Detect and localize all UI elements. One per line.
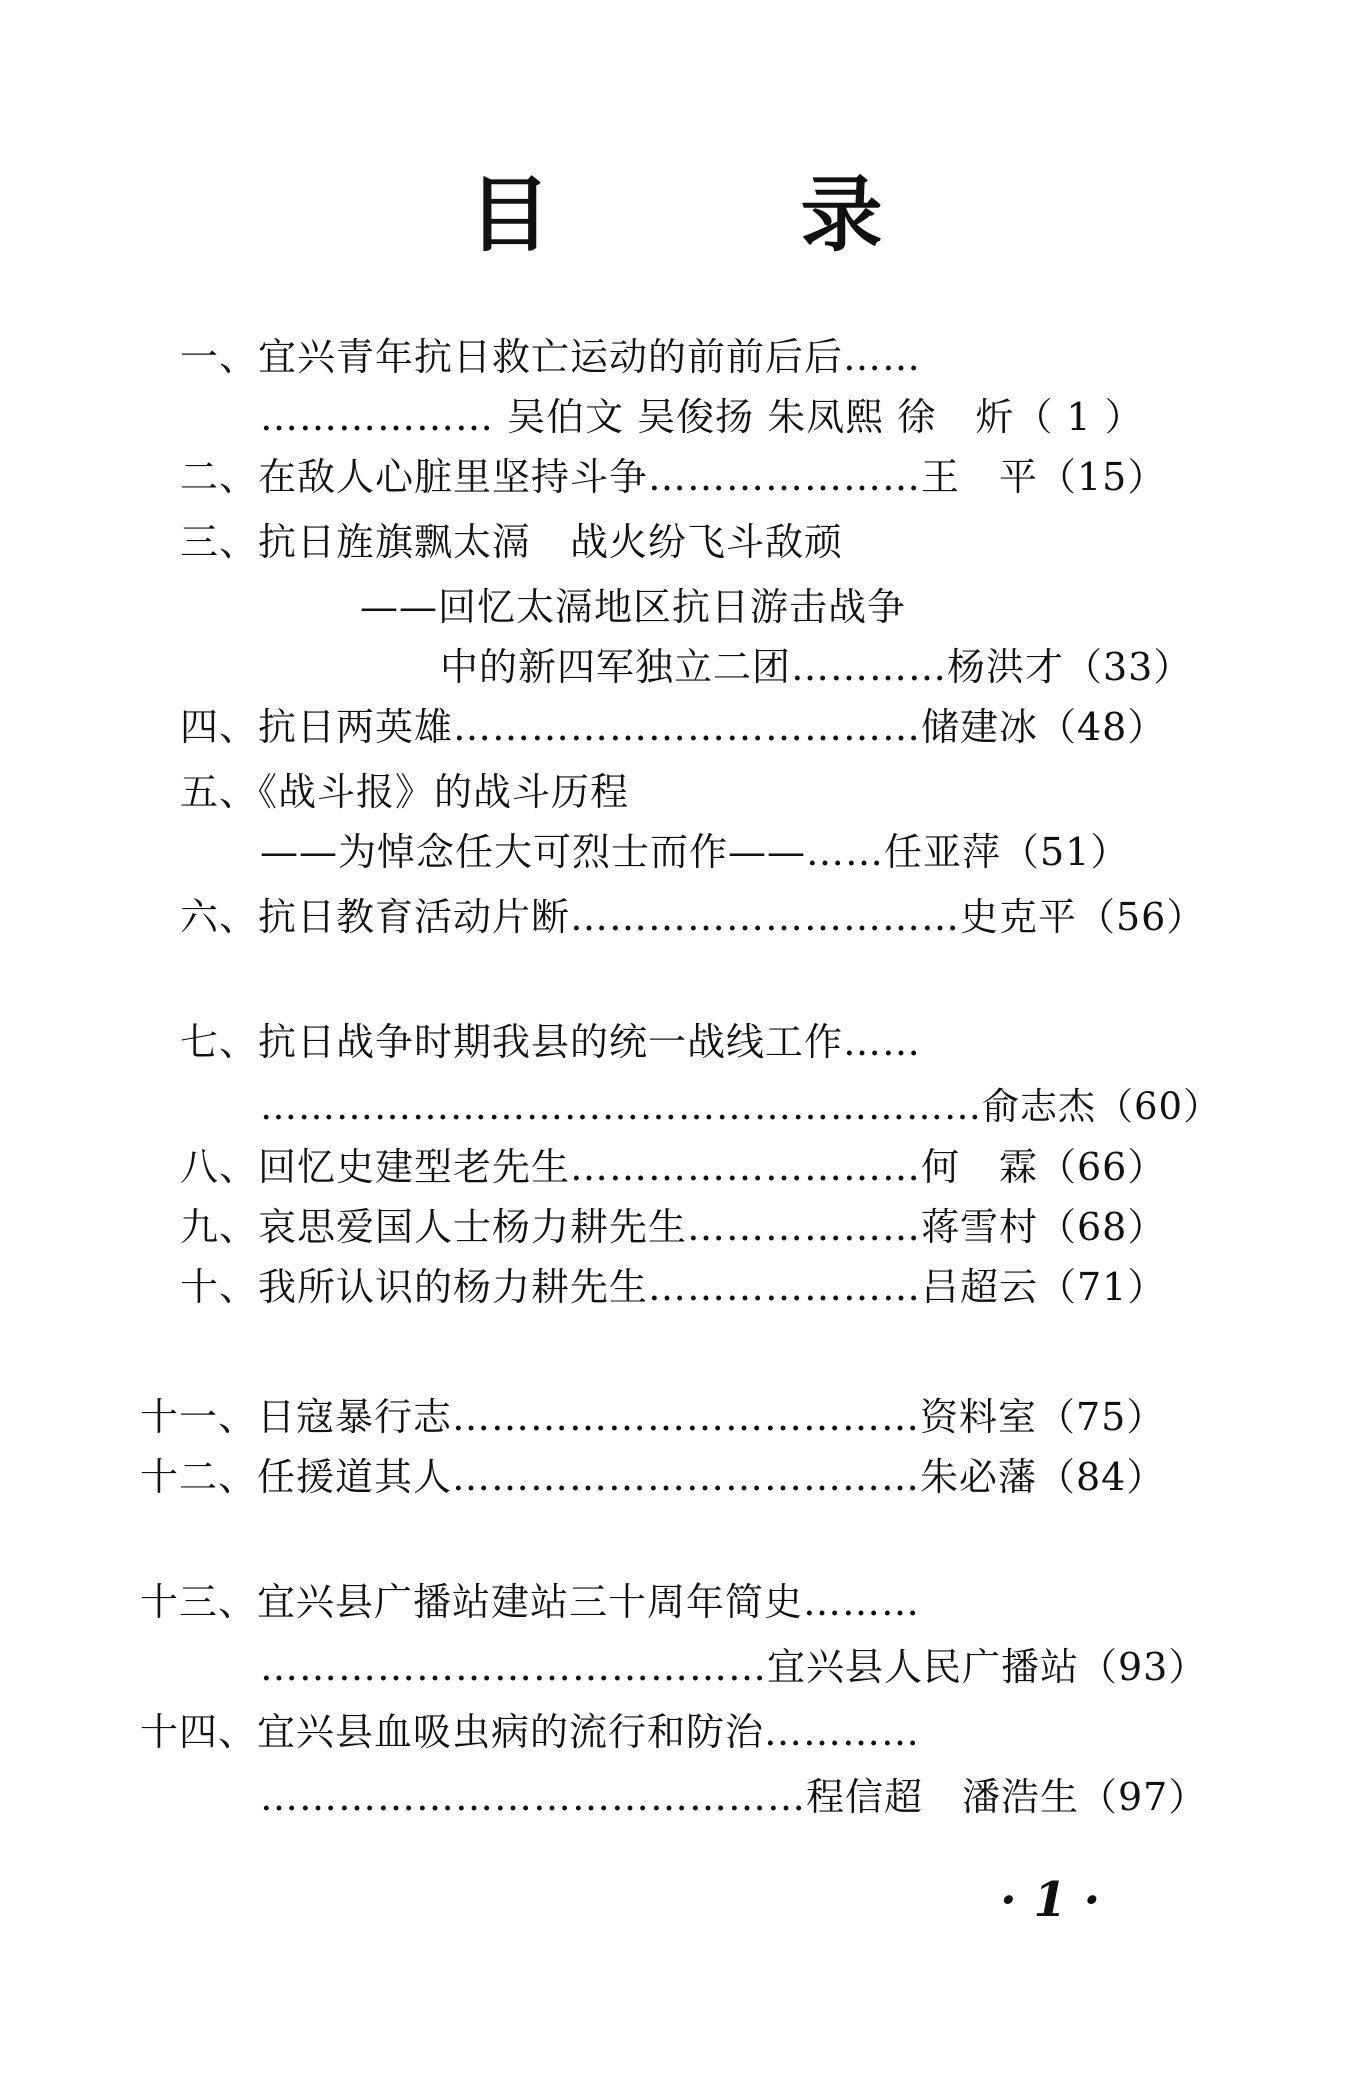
title-char-2: 录 xyxy=(800,167,883,263)
toc-entry-2: 二、在敌人心脏里坚持斗争…………………王 平（15） xyxy=(180,455,1167,499)
toc-entry-9: 九、哀思爱国人士杨力耕先生………………蒋雪村（68） xyxy=(180,1205,1167,1249)
toc-entry-1-authors: ……………… 吴伯文 吴俊扬 朱凤熙 徐 炘（ 1 ） xyxy=(260,395,1144,439)
page-title xyxy=(0,150,1351,267)
toc-entry-3-subtitle-2: 中的新四军独立二团…………杨洪才（33） xyxy=(440,645,1193,689)
toc-entry-1-title: 一、宜兴青年抗日救亡运动的前前后后…… xyxy=(180,335,922,379)
page-number: · 1 · xyxy=(1000,1872,1101,1928)
toc-entry-8: 八、回忆史建型老先生………………………何 霖（66） xyxy=(180,1145,1167,1189)
toc-entry-4: 四、抗日两英雄………………………………储建冰（48） xyxy=(180,705,1167,749)
toc-entry-5-title: 五、《战斗报》的战斗历程 xyxy=(180,770,630,814)
toc-entry-13-title: 十三、宜兴县广播站建站三十周年简史……… xyxy=(140,1580,921,1624)
toc-entry-3-subtitle-1: ——回忆太滆地区抗日游击战争 xyxy=(360,585,907,629)
toc-entry-12: 十二、任援道其人………………………………朱必藩（84） xyxy=(140,1455,1166,1499)
toc-entry-14-authors: ……………………………………程信超 潘浩生（97） xyxy=(260,1775,1208,1819)
toc-entry-3-title: 三、抗日旌旗飘太滆 战火纷飞斗敌顽 xyxy=(180,520,844,564)
toc-entry-5-subtitle: ——为悼念任大可烈士而作——……任亚萍（51） xyxy=(260,830,1130,874)
toc-entry-7-author: …………………………………………………俞志杰（60） xyxy=(260,1085,1222,1128)
toc-entry-13-author: …………………………………宜兴县人民广播站（93） xyxy=(260,1645,1208,1689)
toc-entry-10: 十、我所认识的杨力耕先生…………………吕超云（71） xyxy=(180,1265,1167,1309)
toc-entry-14-title: 十四、宜兴县血吸虫病的流行和防治………… xyxy=(140,1710,921,1754)
toc-entry-11: 十一、日寇暴行志………………………………资料室（75） xyxy=(140,1395,1166,1439)
toc-entry-6: 六、抗日教育活动片断…………………………史克平（56） xyxy=(180,895,1206,939)
title-char-1: 目 xyxy=(468,167,551,263)
toc-entry-7-title: 七、抗日战争时期我县的统一战线工作…… xyxy=(180,1020,922,1064)
